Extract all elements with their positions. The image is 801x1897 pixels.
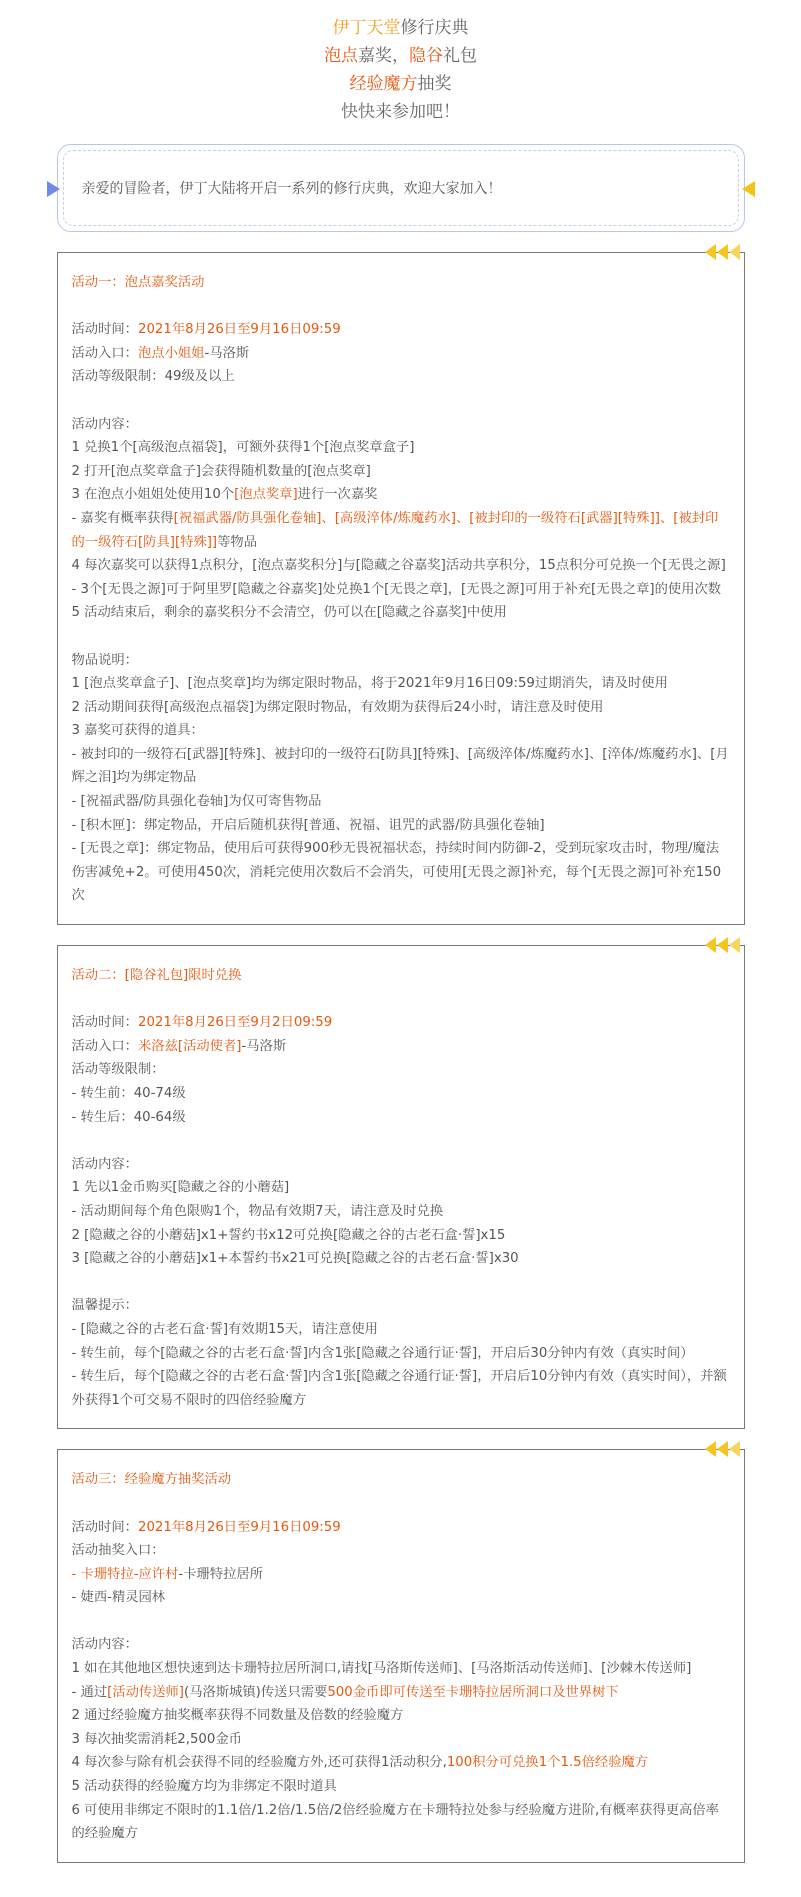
content-label: 活动内容：: [71, 1156, 138, 1172]
entry-label: 活动入口：: [71, 1038, 138, 1054]
card-title: 活动二：[隐谷礼包]限时兑换: [71, 968, 242, 984]
time-label: 活动时间：: [71, 322, 138, 338]
highlight: 100积分可兑换1个1.5倍经验魔方: [446, 1755, 649, 1771]
card-title: 活动一：泡点嘉奖活动: [71, 275, 205, 290]
content-line: [72, 507, 730, 554]
content-line: [72, 1751, 730, 1775]
entry-npc: 泡点小姐姐: [137, 345, 205, 361]
activity-card-1: [57, 252, 745, 925]
entry-line: - 婕西-精灵园林: [71, 1590, 166, 1606]
item-line: - 被封印的一级符石[武器][特殊]、被封印的一级符石[防具][特殊]、[高级淬体/炼魔药水]、[淬体/炼魔药水]、[月辉之泪]均为绑定物品: [71, 746, 729, 786]
hero-line-4: 快快来参加吧！: [341, 102, 460, 122]
level-row: 活动等级限制：49级及以上: [71, 369, 235, 385]
chevron-deco-icon: [704, 244, 740, 260]
entry-npc: 米洛兹[活动使者]: [137, 1038, 242, 1054]
hero-line-2: [0, 42, 801, 70]
chevron-deco-icon: [704, 937, 740, 953]
level-line: - 转生后：40-64级: [71, 1109, 186, 1125]
entry-row: [72, 1035, 730, 1059]
time-row: [72, 1011, 730, 1035]
entry-npc: - 卡珊特拉-应许村: [71, 1566, 179, 1582]
chevron-deco-icon: [704, 1441, 740, 1457]
entry-place: -马洛斯: [204, 345, 250, 361]
entry-place: -马洛斯: [241, 1038, 287, 1054]
time-value: 2021年8月26日至9月2日09:59: [137, 1015, 333, 1031]
item-line: - [祝福武器/防具强化卷轴]为仅可寄售物品: [71, 794, 322, 810]
highlight: [活动传送师]: [107, 1684, 184, 1700]
hero-line-1: [0, 14, 801, 42]
triangle-right-icon: [742, 181, 755, 197]
content-line: - 3个[无畏之源]可于阿里罗[隐藏之谷嘉奖]处兑换1个[无畏之章]，[无畏之源]可用于补充[无畏之章]的使用次数: [71, 581, 722, 597]
entry-label: 活动抽奖入口：: [71, 1543, 165, 1559]
highlight: 500金币即可传送至卡珊特拉居所洞口及世界树下: [327, 1684, 619, 1700]
item-line: 3 嘉奖可获得的道具：: [71, 723, 204, 739]
tips-label: 温馨提示：: [71, 1298, 138, 1314]
tip-line: - 转生前，每个[隐藏之谷的古老石盒·誓]内含1张[隐藏之谷通行证·誓]，开启后30分钟内有效（真实时间）: [71, 1345, 694, 1361]
tip-line: - [隐藏之谷的古老石盒·誓]有效期15天，请注意使用: [71, 1321, 378, 1337]
time-value: 2021年8月26日至9月16日09:59: [137, 1519, 341, 1535]
content-line: 1 先以1金币购买[隐藏之谷的小蘑菇]: [71, 1180, 290, 1196]
hero-text: 礼包: [443, 46, 477, 66]
content-line: 3 每次抽奖需消耗2,500金币: [71, 1731, 242, 1747]
text: 等物品: [217, 534, 258, 550]
time-label: 活动时间：: [71, 1519, 138, 1535]
text: 4 每次参与除有机会获得不同的经验魔方外,还可获得1活动积分,: [71, 1755, 447, 1771]
content-line: 3 [隐藏之谷的小蘑菇]x1+本誓约书x21可兑换[隐藏之谷的古老石盒·誓]x30: [71, 1251, 519, 1267]
content-label: 活动内容：: [71, 1637, 138, 1653]
text: 进行一次嘉奖: [297, 487, 378, 503]
time-row: [72, 318, 730, 342]
content-line: [72, 483, 730, 507]
intro-frame: [57, 144, 745, 232]
content-line: 2 通过经验魔方抽奖概率获得不同数量及倍数的经验魔方: [71, 1708, 404, 1724]
hero-highlight-cube: 经验魔方: [349, 74, 418, 94]
content-line: 1 如在其他地区想快速到达卡珊特拉居所洞口,请找[马洛斯传送师]、[马洛斯活动传送师]、[沙棘木传送师]: [71, 1661, 692, 1677]
time-label: 活动时间：: [71, 1015, 138, 1031]
highlight: [被封印的一级符石[防具][特殊]]: [71, 510, 719, 550]
hero-banner: [0, 0, 801, 126]
hero-line-1-rest: 修行庆典: [400, 18, 469, 38]
text: (马洛斯城镇)传送只需要: [184, 1684, 328, 1700]
content-line: 5 活动结束后，剩余的嘉奖积分不会清空，仍可以在[隐藏之谷嘉奖]中使用: [71, 605, 507, 621]
item-line: 2 活动期间获得[高级泡点福袋]为绑定限时物品，有效期为获得后24小时，请注意及时使用: [71, 699, 604, 715]
level-line: - 转生前：40-74级: [71, 1086, 186, 1101]
activity-card-3: [57, 1449, 745, 1863]
content-line: 1 兑换1个[高级泡点福袋]，可额外获得1个[泡点奖章盒子]: [71, 440, 415, 456]
item-line: - [积木匣]：绑定物品，开启后随机获得[普通、祝福、诅咒的武器/防具强化卷轴]: [71, 817, 545, 833]
highlight: [泡点奖章]: [234, 487, 298, 503]
intro-inner-border: [63, 150, 739, 226]
content-line: - 活动期间每个角色限购1个，物品有效期7天，请注意及时兑换: [71, 1203, 444, 1219]
activity-card-2: [57, 945, 745, 1429]
text: - 通过: [71, 1684, 108, 1700]
intro-text: 亲爱的冒险者，伊丁大陆将开启一系列的修行庆典，欢迎大家加入！: [81, 181, 502, 197]
text: - 嘉奖有概率获得: [71, 510, 174, 526]
content-line: 5 活动获得的经验魔方均为非绑定不限时道具: [71, 1779, 337, 1795]
content-line: 2 打开[泡点奖章盒子]会获得随机数量的[泡点奖章]: [71, 463, 371, 479]
text: 3 在泡点小姐姐处使用10个: [71, 487, 235, 503]
hero-highlight-paodian: 泡点: [324, 46, 358, 66]
triangle-left-icon: [47, 181, 60, 197]
time-value: 2021年8月26日至9月16日09:59: [137, 322, 341, 338]
entry-row: [72, 342, 730, 366]
items-label: 物品说明：: [71, 652, 138, 668]
entry-label: 活动入口：: [71, 345, 138, 361]
entry-place: -卡珊特拉居所: [178, 1566, 263, 1582]
highlight: [祝福武器/防具强化卷轴]、[高级淬体/炼魔药水]、[被封印的一级符石[武器][特殊]]、: [173, 510, 674, 526]
hero-text: 嘉奖，: [358, 46, 409, 66]
tip-line-highlight: - 转生后，每个[隐藏之谷的古老石盒·誓]内含1张[隐藏之谷通行证·誓]，开启后10分钟内有效（真实时间），并额外获得1个可交易不限时的四倍经验魔方: [71, 1369, 727, 1408]
hero-highlight-yingu: 隐谷: [409, 46, 443, 66]
item-line: 1 [泡点奖章盒子]、[泡点奖章]均为绑定限时物品，将于2021年9月16日09:59过期消失，请及时使用: [71, 676, 668, 692]
entry-line: [72, 1563, 730, 1587]
time-row: [72, 1516, 730, 1540]
hero-line-3: [0, 70, 801, 98]
hero-brand: 伊丁天堂: [332, 18, 401, 38]
content-line: [72, 1681, 730, 1705]
card-title: 活动三：经验魔方抽奖活动: [71, 1472, 232, 1488]
content-label: 活动内容：: [71, 416, 138, 432]
hero-text: 抽奖: [417, 74, 452, 94]
content-line: 4 每次嘉奖可以获得1点积分，[泡点嘉奖积分]与[隐藏之谷嘉奖]活动共享积分，15点积分可兑换一个[无畏之源]: [71, 558, 726, 574]
level-row: 活动等级限制：: [71, 1062, 165, 1078]
content-line: 6 可使用非绑定不限时的1.1倍/1.2倍/1.5倍/2倍经验魔方在卡珊特拉处参与经验魔方进阶,有概率获得更高倍率的经验魔方: [71, 1802, 719, 1842]
content-line: 2 [隐藏之谷的小蘑菇]x1+誓约书x12可兑换[隐藏之谷的古老石盒·誓]x15: [71, 1227, 506, 1243]
item-line: - [无畏之章]：绑定物品，使用后可获得900秒无畏祝福状态，持续时间内防御-2，受到玩家攻击时，物理/魔法伤害减免+2。可使用450次，消耗完使用次数后不会消失，可使用[无畏之源]补充，每个[无畏之源]可补充150次: [71, 841, 722, 904]
